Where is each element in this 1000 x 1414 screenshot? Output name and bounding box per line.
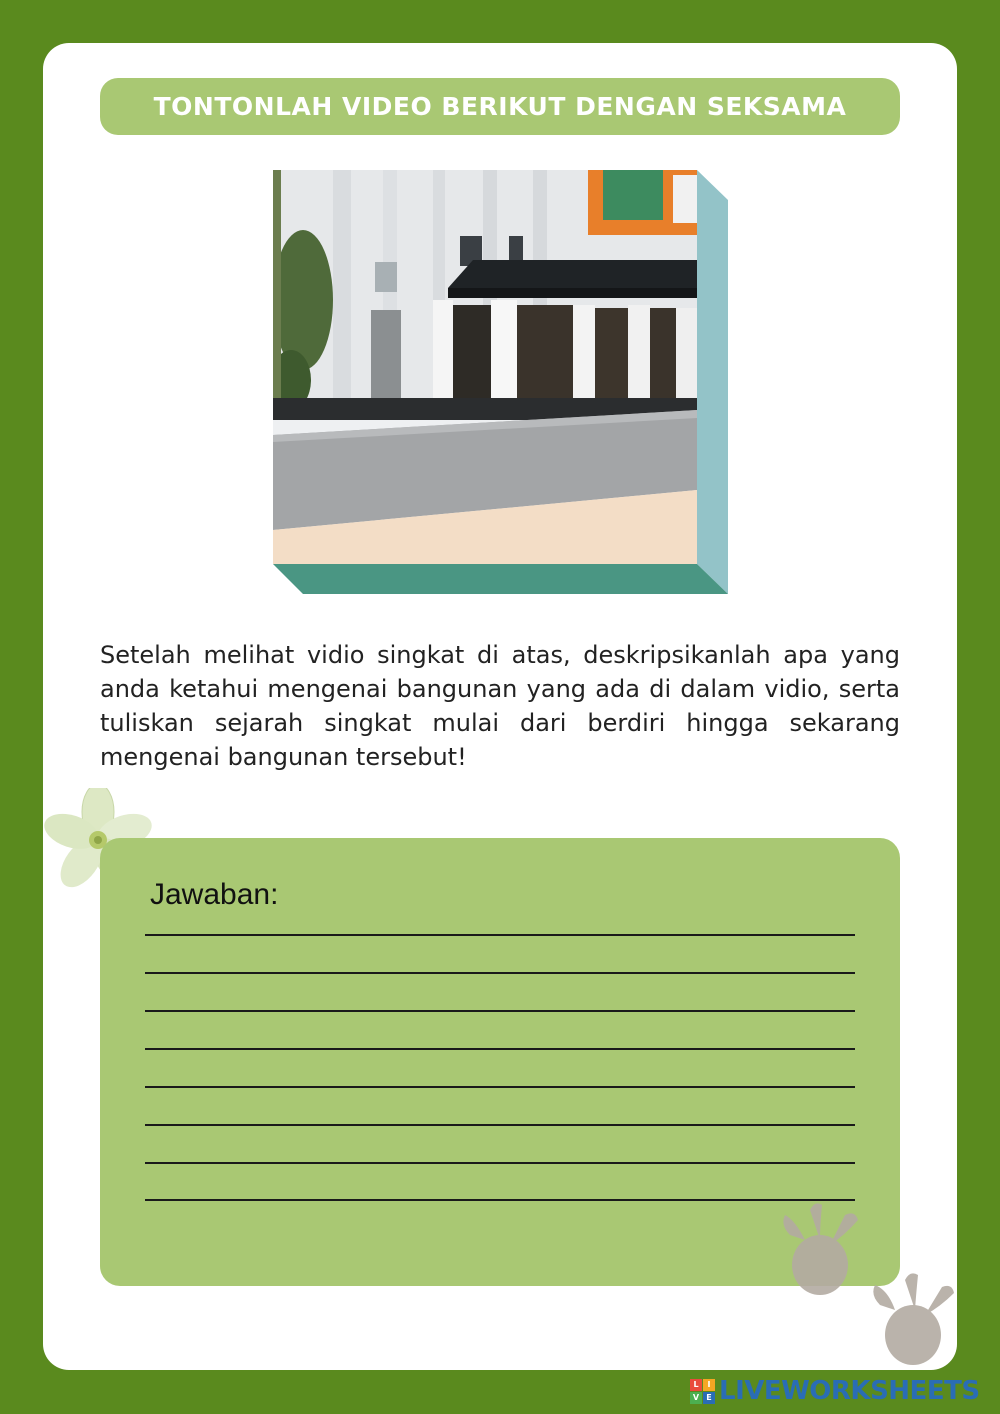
footprint-decoration [770,1195,970,1375]
instruction-banner [100,78,900,135]
video-player[interactable] [273,170,728,594]
frame-bottom [273,564,728,594]
logo-letter: E [703,1392,715,1404]
logo-letter: I [703,1379,715,1391]
footer-brand[interactable] [690,1374,980,1408]
video-thumbnail[interactable] [273,170,728,594]
instruction-text: Setelah melihat vidio singkat di atas, deskripsikanlah apa yang anda ketahui mengenai bangunan yang ada di dalam vidio, serta tuliskan sejarah singkat mulai dari berdiri hingga sekarang mengenai bangunan tersebut! [100,641,900,771]
answer-line-7[interactable] [145,1162,855,1164]
answer-line-5[interactable] [145,1086,855,1088]
liveworksheets-logo-icon [690,1379,715,1404]
answer-line-1[interactable] [145,934,855,936]
logo-letter: V [690,1392,702,1404]
frame-side [697,170,728,594]
footer-brand-text: LIVEWORKSHEETS [719,1376,980,1406]
answer-line-2[interactable] [145,972,855,974]
logo-letter: L [690,1379,702,1391]
answer-label: Jawaban: [150,878,279,911]
answer-line-8[interactable] [145,1199,855,1201]
banner-title: TONTONLAH VIDEO BERIKUT DENGAN SEKSAMA [153,92,847,121]
answer-line-6[interactable] [145,1124,855,1126]
answer-line-3[interactable] [145,1010,855,1012]
answer-line-4[interactable] [145,1048,855,1050]
